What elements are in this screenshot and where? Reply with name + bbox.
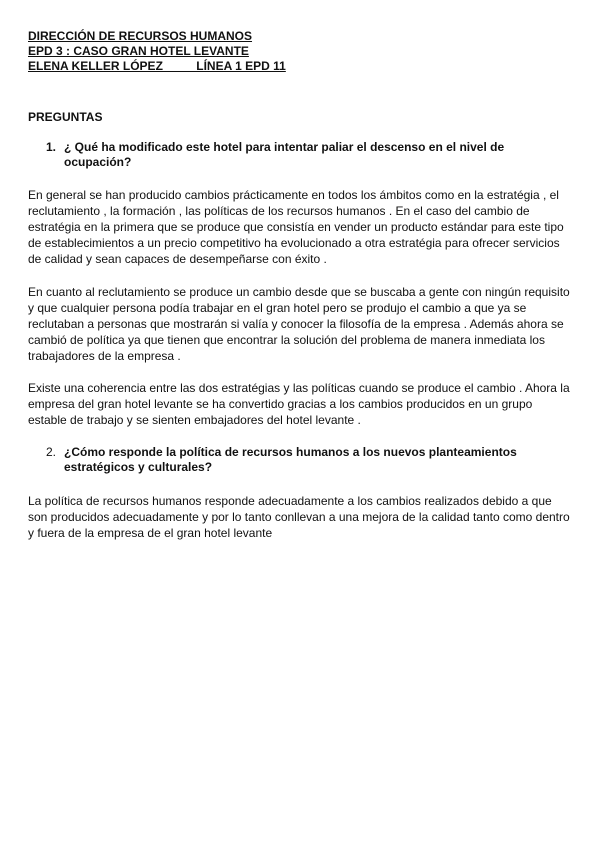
answer-paragraph: En cuanto al reclutamiento se produce un cambio desde que se buscaba a gente con ningún requisito y que cualquier persona podía trabajar en el gran hotel pero se produjo el cambio a que ya se reclutaban a personas que mostrarán si valía y conocer la filosofía de la empresa . Además ahora se cambió de política ya que tienen que encontrar la solución del problema de manera inmediata los trabajadores de la empresa . — [28, 285, 570, 363]
question-number: 2. — [46, 445, 57, 459]
question-number: 1. — [46, 140, 57, 154]
header-case-title: EPD 3 : CASO GRAN HOTEL LEVANTE — [28, 44, 249, 58]
answer-paragraph: En general se han producido cambios prácticamente en todos los ámbitos como en la estratégia , el reclutamiento , la formación , las políticas de los recursos humanos . En el caso del cambio de estratégia en la primera que se produce que consistía en vender un producto estándar para este tipo de establecimientos a un precio competitivo ha evolucionado a otra estratégia para ofrecer servicios de calidad y sean capaces de desempeñarse con éxito . — [28, 188, 564, 266]
header-department: DIRECCIÓN DE RECURSOS HUMANOS — [28, 29, 253, 43]
question-text: ¿Cómo responde la política de recursos humanos a los nuevos planteamientos estratégicos y culturales? — [64, 445, 517, 474]
answer-paragraph: La política de recursos humanos responde adecuadamente a los cambios realizados debido a que son producidos adecuadamente y por lo tanto conllevan a una mejora de la calidad tanto como dentro y fuera de la empresa de el gran hotel levante — [28, 494, 570, 540]
question-1 — [46, 140, 536, 170]
answer-paragraph: Existe una coherencia entre las dos estratégias y las políticas cuando se produce el cambio . Ahora la empresa del gran hotel levante se ha convertido gracias a los cambios producidos en un grupo estable de trabajo y se sienten embajadores del hotel levante . — [28, 381, 570, 427]
document-header — [28, 29, 286, 74]
question-text: ¿ Qué ha modificado este hotel para intentar paliar el descenso en el nivel de ocupación? — [64, 140, 505, 169]
section-title: PREGUNTAS — [28, 110, 103, 124]
question-2 — [46, 445, 536, 475]
header-author-line: ELENA KELLER LÓPEZ LÍNEA 1 EPD 11 — [28, 59, 286, 73]
